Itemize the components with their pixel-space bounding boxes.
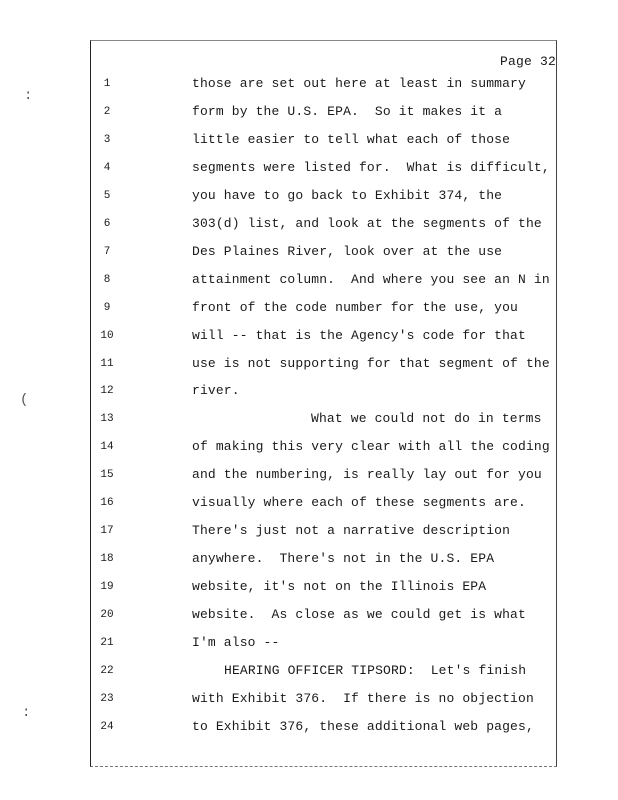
line-number: 1 (103, 78, 111, 90)
line-number: 20 (100, 609, 114, 622)
page-number: Page 32 (500, 54, 557, 69)
line-number: 18 (100, 553, 114, 566)
margin-mark: : (22, 705, 31, 721)
line-number: 22 (100, 664, 114, 677)
transcript-line: website. As close as we could get is what (192, 607, 526, 623)
line-number: 12 (100, 385, 114, 398)
transcript-line: little easier to tell what each of those (192, 131, 511, 147)
line-number: 3 (103, 133, 111, 146)
transcript-line: form by the U.S. EPA. So it makes it a (192, 103, 503, 119)
line-number: 19 (100, 581, 114, 594)
line-number: 17 (100, 525, 114, 538)
margin-mark: : (24, 88, 33, 104)
line-number: 23 (100, 692, 114, 705)
line-number: 10 (100, 329, 114, 342)
margin-mark: ( (20, 392, 29, 408)
transcript-line: with Exhibit 376. If there is no objection (192, 690, 534, 706)
line-number: 11 (100, 357, 114, 370)
transcript-line: you have to go back to Exhibit 374, the (192, 187, 503, 203)
transcript-line: website, it's not on the Illinois EPA (192, 579, 487, 595)
transcript-line: those are set out here at least in summary (192, 76, 526, 91)
transcript-line: 303(d) list, and look at the segments of the (192, 215, 542, 231)
transcript-line: I'm also -- (192, 635, 280, 650)
transcript-line: river. (192, 383, 240, 399)
transcript-line: segments were listed for. What is difficult, (192, 159, 550, 175)
line-number: 14 (100, 441, 114, 454)
transcript-line: HEARING OFFICER TIPSORD: Let's finish (224, 662, 527, 678)
line-number: 7 (103, 245, 111, 258)
line-number: 5 (103, 189, 111, 202)
line-number: 8 (103, 273, 111, 286)
transcript-line: will -- that is the Agency's code for that (192, 327, 526, 343)
transcript-line: What we could not do in terms (311, 411, 542, 427)
line-number: 15 (100, 469, 114, 482)
transcript-line: attainment column. And where you see an N in (192, 271, 550, 287)
transcript-line: use is not supporting for that segment of the (192, 355, 550, 371)
line-number: 9 (103, 301, 111, 314)
line-number: 16 (100, 497, 114, 510)
transcript-line: front of the code number for the use, you (192, 299, 519, 315)
line-number: 24 (100, 720, 114, 733)
transcript-line: anywhere. There's not in the U.S. EPA (192, 551, 495, 567)
line-number: 6 (103, 217, 111, 230)
line-number: 4 (103, 161, 111, 174)
line-number: 13 (100, 413, 114, 426)
transcript-line: visually where each of these segments are. (192, 495, 526, 511)
transcript-line: Des Plaines River, look over at the use (192, 243, 503, 259)
transcript-line: There's just not a narrative description (192, 523, 511, 539)
transcript-line: and the numbering, is really lay out for you (192, 467, 542, 483)
transcript-page-frame (90, 40, 557, 767)
transcript-line: of making this very clear with all the coding (192, 439, 550, 455)
line-number: 21 (100, 637, 114, 649)
line-number: 2 (103, 105, 111, 118)
transcript-line: to Exhibit 376, these additional web pages, (192, 718, 534, 734)
